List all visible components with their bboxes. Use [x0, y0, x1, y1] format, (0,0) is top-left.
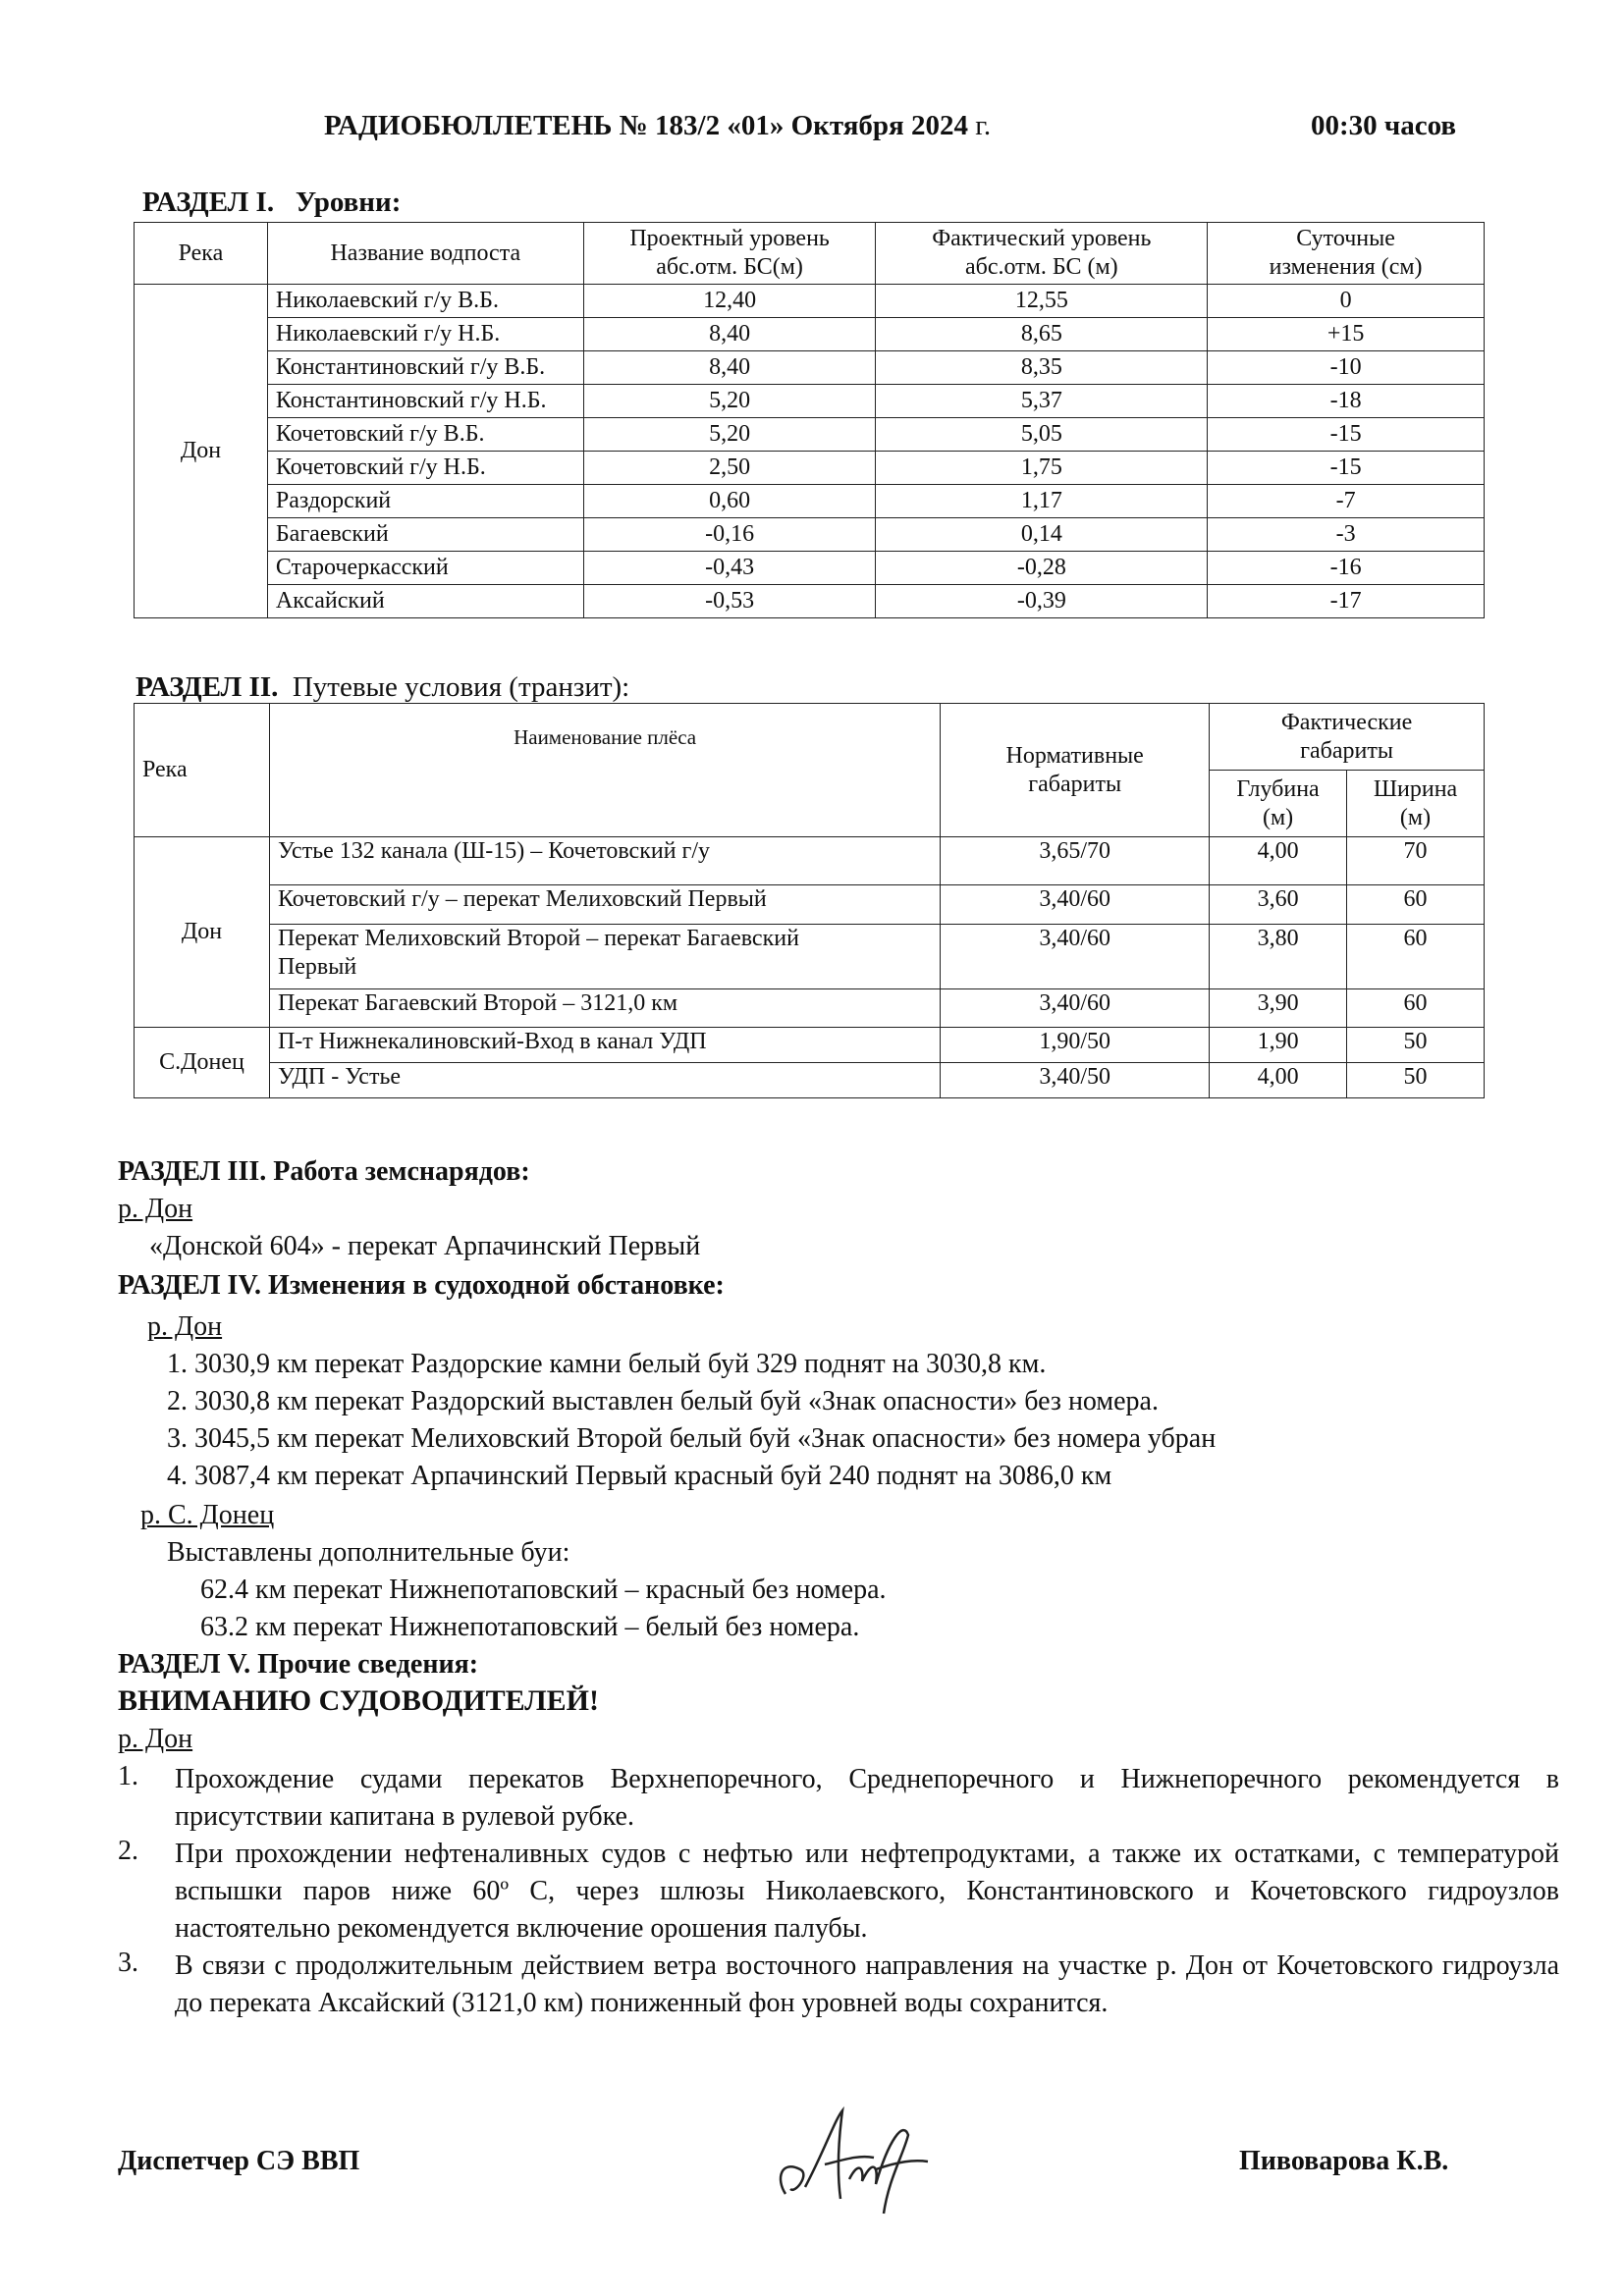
list-item: 1. 3030,9 км перекат Раздорские камни белый буй 329 поднят на 3030,8 км. — [167, 1349, 1047, 1379]
transit-river-don: Дон — [135, 837, 270, 1028]
actual-cell: -0,39 — [876, 585, 1208, 618]
dispatcher-label: Диспетчер СЭ ВВП — [118, 2146, 360, 2176]
table-row — [135, 518, 1485, 552]
change-cell: -7 — [1208, 485, 1485, 518]
section1-title: Уровни: — [295, 187, 402, 218]
depth-cell: 4,00 — [1210, 1063, 1347, 1098]
normative-cell: 3,40/60 — [941, 989, 1210, 1028]
levels-river-cell: Дон — [135, 285, 268, 618]
section5-item-number: 2. — [118, 1836, 138, 1866]
list-item: 4. 3087,4 км перекат Арпачинский Первый красный буй 240 поднят на 3086,0 км — [167, 1461, 1112, 1491]
normative-cell: 3,65/70 — [941, 837, 1210, 885]
table-row — [135, 837, 1485, 885]
actual-cell: -0,28 — [876, 552, 1208, 585]
post-cell: Николаевский г/у В.Б. — [267, 285, 583, 318]
change-cell: -10 — [1208, 351, 1485, 385]
levels-table — [134, 222, 1485, 618]
section3-line: «Донской 604» - перекат Арпачинский Первый — [149, 1231, 701, 1261]
change-cell: -15 — [1208, 418, 1485, 452]
design-cell: 5,20 — [583, 385, 876, 418]
change-cell: -3 — [1208, 518, 1485, 552]
design-cell: -0,43 — [583, 552, 876, 585]
post-cell: Николаевский г/у Н.Б. — [267, 318, 583, 351]
normative-cell: 3,40/60 — [941, 925, 1210, 989]
design-cell: 8,40 — [583, 351, 876, 385]
actual-cell: 5,37 — [876, 385, 1208, 418]
levels-header-post: Название водпоста — [267, 223, 583, 285]
table-row — [135, 452, 1485, 485]
depth-cell: 4,00 — [1210, 837, 1347, 885]
reach-cell: П-т Нижнекалиновский-Вход в канал УДП — [269, 1028, 940, 1063]
actual-cell: 12,55 — [876, 285, 1208, 318]
depth-cell: 3,90 — [1210, 989, 1347, 1028]
transit-header-actual: Фактические габариты — [1210, 704, 1485, 771]
design-cell: 2,50 — [583, 452, 876, 485]
section5-item-text: В связи с продолжительным действием ветра восточного направления на участке р. Дон от Кочетовского гидроузла до переката Аксайский (3121,0 км) пониженный фон уровней воды сохранится. — [175, 1950, 1559, 2018]
section2-label: РАЗДЕЛ II. — [135, 671, 279, 703]
post-cell: Багаевский — [267, 518, 583, 552]
section4-extra-intro: Выставлены дополнительные буи: — [167, 1537, 570, 1568]
normative-cell: 1,90/50 — [941, 1028, 1210, 1063]
table-row — [135, 318, 1485, 351]
section2-heading — [135, 671, 629, 704]
table-row — [135, 418, 1485, 452]
design-cell: 5,20 — [583, 418, 876, 452]
change-cell: -17 — [1208, 585, 1485, 618]
transit-header-river: Река — [135, 704, 270, 837]
section3-river: р. Дон — [118, 1194, 193, 1224]
table-row — [135, 485, 1485, 518]
section5-river: р. Дон — [118, 1724, 193, 1754]
change-cell: -15 — [1208, 452, 1485, 485]
reach-cell: Кочетовский г/у – перекат Мелиховский Первый — [269, 885, 940, 925]
reach-cell: Перекат Мелиховский Второй – перекат Багаевский Первый — [269, 925, 940, 989]
table-row — [135, 1063, 1485, 1098]
table-row — [135, 989, 1485, 1028]
levels-header-design: Проектный уровень абс.отм. БС(м) — [583, 223, 876, 285]
levels-header-row — [135, 223, 1485, 285]
post-cell: Константиновский г/у В.Б. — [267, 351, 583, 385]
levels-header-actual: Фактический уровень абс.отм. БС (м) — [876, 223, 1208, 285]
depth-cell: 3,80 — [1210, 925, 1347, 989]
section5-item-text: При прохождении нефтеналивных судов с нефтью или нефтепродуктами, а также их остатками, с температурой вспышки паров ниже 60º С, через шлюзы Николаевского, Константиновского и Кочетовского гидроузлов настоятельно рекомендуется включение орошения палубы. — [175, 1839, 1559, 1944]
list-item: 62.4 км перекат Нижнепотаповский – красный без номера. — [200, 1575, 887, 1605]
actual-cell: 8,65 — [876, 318, 1208, 351]
design-cell: -0,16 — [583, 518, 876, 552]
post-cell: Константиновский г/у Н.Б. — [267, 385, 583, 418]
actual-cell: 5,05 — [876, 418, 1208, 452]
transit-header-depth: Глубина (м) — [1210, 771, 1347, 837]
table-row — [135, 385, 1485, 418]
width-cell: 50 — [1347, 1063, 1485, 1098]
design-cell: 12,40 — [583, 285, 876, 318]
design-cell: -0,53 — [583, 585, 876, 618]
bulletin-title — [324, 110, 991, 142]
section3-heading: РАЗДЕЛ III. Работа земснарядов: — [118, 1156, 530, 1187]
change-cell: -16 — [1208, 552, 1485, 585]
transit-header-normative: Нормативные габариты — [941, 704, 1210, 837]
list-item: 3. 3045,5 км перекат Мелиховский Второй белый буй «Знак опасности» без номера убран — [167, 1423, 1217, 1454]
section2-title: Путевые условия (транзит): — [292, 671, 630, 703]
table-row — [135, 885, 1485, 925]
section5-item-text: Прохождение судами перекатов Верхнепоречного, Среднепоречного и Нижнепоречного рекомендуется в присутствии капитана в рулевой рубке. — [175, 1764, 1559, 1832]
signature-image — [766, 2101, 943, 2218]
actual-cell: 1,75 — [876, 452, 1208, 485]
table-row — [135, 351, 1485, 385]
post-cell: Аксайский — [267, 585, 583, 618]
actual-cell: 8,35 — [876, 351, 1208, 385]
transit-river-sdonets: С.Донец — [135, 1028, 270, 1098]
transit-table — [134, 703, 1485, 1098]
table-row — [135, 1028, 1485, 1063]
section5-heading: РАЗДЕЛ V. Прочие сведения: — [118, 1649, 479, 1680]
design-cell: 0,60 — [583, 485, 876, 518]
table-row — [135, 585, 1485, 618]
levels-header-river: Река — [135, 223, 268, 285]
change-cell: 0 — [1208, 285, 1485, 318]
reach-cell: Перекат Багаевский Второй – 3121,0 км — [269, 989, 940, 1028]
section4-river-sdonets: р. С. Донец — [140, 1500, 275, 1530]
reach-cell: УДП - Устье — [269, 1063, 940, 1098]
bulletin-time: 00:30 часов — [1311, 110, 1457, 141]
section5-attention: ВНИМАНИЮ СУДОВОДИТЕЛЕЙ! — [118, 1684, 599, 1717]
width-cell: 70 — [1347, 837, 1485, 885]
actual-cell: 0,14 — [876, 518, 1208, 552]
signer-name: Пивоварова К.В. — [1239, 2146, 1449, 2176]
post-cell: Кочетовский г/у В.Б. — [267, 418, 583, 452]
section1-heading — [142, 187, 401, 219]
table-row — [135, 552, 1485, 585]
post-cell: Старочеркасский — [267, 552, 583, 585]
list-item: 63.2 км перекат Нижнепотаповский – белый без номера. — [200, 1612, 860, 1642]
normative-cell: 3,40/60 — [941, 885, 1210, 925]
post-cell: Раздорский — [267, 485, 583, 518]
change-cell: -18 — [1208, 385, 1485, 418]
depth-cell: 1,90 — [1210, 1028, 1347, 1063]
transit-header-width: Ширина (м) — [1347, 771, 1485, 837]
section1-label: РАЗДЕЛ I. — [142, 187, 275, 218]
levels-header-daily: Суточные изменения (см) — [1208, 223, 1485, 285]
title-text: РАДИОБЮЛЛЕТЕНЬ № 183/2 «01» Октября 2024 — [324, 110, 976, 141]
transit-header-reach: Наименование плёса — [269, 704, 940, 837]
width-cell: 50 — [1347, 1028, 1485, 1063]
section4-river-don: р. Дон — [147, 1311, 223, 1342]
normative-cell: 3,40/50 — [941, 1063, 1210, 1098]
table-row — [135, 925, 1485, 989]
transit-header-row — [135, 704, 1485, 771]
title-year-suffix: г. — [975, 110, 992, 141]
section5-item-number: 3. — [118, 1948, 138, 1978]
depth-cell: 3,60 — [1210, 885, 1347, 925]
table-row — [135, 285, 1485, 318]
width-cell: 60 — [1347, 885, 1485, 925]
width-cell: 60 — [1347, 925, 1485, 989]
actual-cell: 1,17 — [876, 485, 1208, 518]
change-cell: +15 — [1208, 318, 1485, 351]
post-cell: Кочетовский г/у Н.Б. — [267, 452, 583, 485]
list-item: 2. 3030,8 км перекат Раздорский выставлен белый буй «Знак опасности» без номера. — [167, 1386, 1159, 1416]
reach-cell: Устье 132 канала (Ш-15) – Кочетовский г/у — [269, 837, 940, 885]
section5-item-number: 1. — [118, 1761, 138, 1791]
width-cell: 60 — [1347, 989, 1485, 1028]
section4-heading: РАЗДЕЛ IV. Изменения в судоходной обстановке: — [118, 1270, 725, 1301]
design-cell: 8,40 — [583, 318, 876, 351]
